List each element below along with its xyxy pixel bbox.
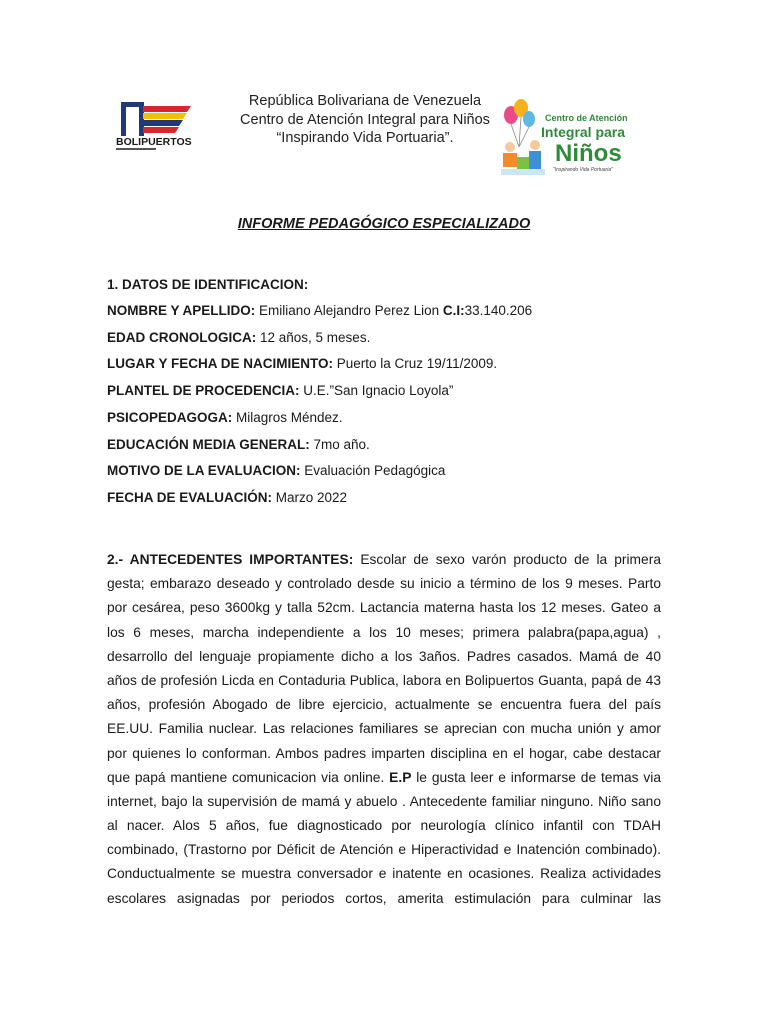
paragraph-line: combinado, (Trastorno por Déficit de Atención e Hiperactividad e Inatención combinado). (107, 842, 661, 858)
field-birth (107, 356, 497, 371)
paragraph-line: por quienes lo conforman. Ambos padres imparten disciplina en el hogar, cabe destacar (107, 745, 661, 761)
paragraph-line: los 6 meses, marcha independiente a los 10 meses; primera palabra(papa,agua) , (107, 624, 661, 640)
field-psy-value: Milagros Méndez. (232, 410, 343, 425)
paragraph-line (107, 548, 661, 572)
antecedentes-heading: 2.- ANTECEDENTES IMPORTANTES: (107, 552, 354, 567)
field-ci-value: 33.140.206 (464, 303, 533, 318)
field-reason (107, 463, 445, 478)
paragraph-line: al nacer. Alos 5 años, fue diagnosticado por neurología clínico infantil con TDAH (107, 818, 661, 834)
report-title: INFORME PEDAGÓGICO ESPECIALIZADO (237, 216, 531, 232)
field-date (107, 490, 347, 505)
field-birth-label: LUGAR Y FECHA DE NACIMIENTO: (107, 356, 334, 371)
header-line-country: República Bolivariana de Venezuela (248, 93, 482, 109)
field-psychopedagogue (107, 410, 343, 425)
paragraph-line: escolares asignadas por periodos cortos, amerita estimulación para culminar las (107, 890, 661, 906)
field-age-value: 12 años, 5 meses. (256, 330, 371, 345)
paragraph-line: gesta; embarazo deseado y controlado desde su inicio a término de los 9 meses. Parto (107, 576, 661, 592)
field-school (107, 383, 453, 398)
field-age-label: EDAD CRONOLOGICA: (107, 330, 257, 345)
field-age (107, 330, 370, 345)
paragraph-line: por cesárea, peso 3600kg y talla 52cm. Lactancia materna hasta los 12 meses. Gateo a (107, 600, 661, 616)
identification-heading: 1. DATOS DE IDENTIFICACION: (107, 277, 309, 292)
field-name-value: Emiliano Alejandro Perez Lion (255, 303, 443, 318)
paragraph-line: años, profesión Abogado de libre ejercicio, actualmente se encuentra fuera del país (107, 697, 661, 713)
field-level-label: EDUCACIÓN MEDIA GENERAL: (107, 437, 310, 452)
field-date-label: FECHA DE EVALUACIÓN: (107, 490, 272, 505)
caipn-logo-line2: Integral para (541, 124, 626, 140)
paragraph-line: Conductualmente se muestra conversador e inatente en ocasiones. Realiza actividades (107, 866, 661, 882)
field-reason-value: Evaluación Pedagógica (300, 463, 446, 478)
paragraph-line: internet, bajo la supervisión de mamá y abuelo . Antecedente familiar ninguno. Niño sano (107, 793, 661, 809)
paragraph-line: EE.UU. Familia nuclear. Las relaciones familiares se aprecian con mucha unión y amor (107, 721, 661, 737)
paragraph-line-text: le gusta leer e informarse de temas via (411, 769, 661, 785)
bolipuertos-logo-text: BOLIPUERTOS (116, 136, 192, 148)
caipn-logo-line3: Niños (555, 140, 622, 167)
field-name-label: NOMBRE Y APELLIDO: (107, 303, 256, 318)
header-line-slogan: “Inspirando Vida Portuaria”. (276, 130, 454, 146)
paragraph-line (107, 766, 661, 790)
field-level (107, 437, 370, 452)
caipn-logo-line1: Centro de Atención (545, 113, 628, 123)
caipn-logo-slogan: "Inspirando Vida Portuaria" (553, 167, 613, 173)
field-date-value: Marzo 2022 (272, 490, 348, 505)
field-level-value: 7mo año. (309, 437, 370, 452)
bolipuertos-logo (113, 96, 209, 156)
header-line-center: Centro de Atención Integral para Niños (240, 111, 490, 128)
field-psy-label: PSICOPEDAGOGA: (107, 410, 233, 425)
field-reason-label: MOTIVO DE LA EVALUACION: (107, 463, 301, 478)
field-birth-value: Puerto la Cruz 19/11/2009. (333, 356, 498, 371)
paragraph-line-text: que papá mantiene comunicacion via online. (107, 769, 390, 785)
paragraph-line: años de profesión Licda en Contaduria Publica, labora en Bolipuertos Guanta, papá de 43 (107, 672, 661, 688)
paragraph-line-text: Escolar de sexo varón producto de la primera (353, 552, 661, 567)
institution-header (205, 92, 525, 148)
caipn-logo (497, 95, 647, 185)
field-ci-label: C.I: (442, 303, 465, 318)
field-school-value: U.E.”San Ignacio Loyola” (299, 383, 454, 398)
paragraph-line: desarrollo del lenguaje propiamente dicho a los 3años. Padres casados. Mamá de 40 (107, 648, 661, 664)
field-name (107, 303, 532, 318)
student-initials: E.P (389, 769, 412, 785)
field-school-label: PLANTEL DE PROCEDENCIA: (107, 383, 300, 398)
antecedentes-paragraph (107, 548, 661, 911)
